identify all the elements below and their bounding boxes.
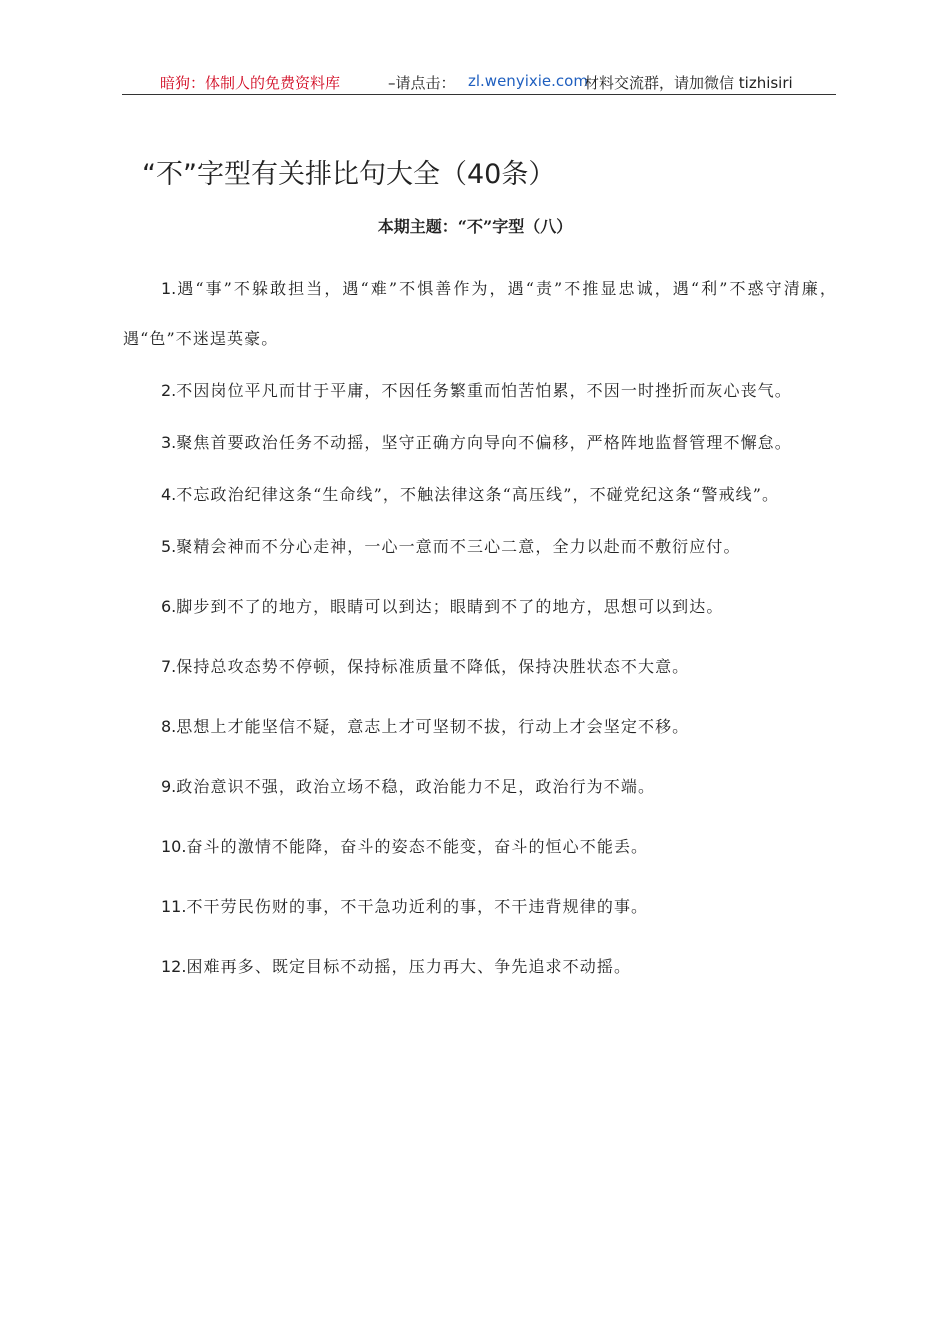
list-item — [123, 582, 837, 632]
item-number: 7. — [161, 657, 177, 676]
item-text: 聚精会神而不分心走神，一心一意而不三心二意，全力以赴而不敷衍应付。 — [176, 537, 741, 556]
item-text: 思想上才能坚信不疑，意志上才可坚韧不拔，行动上才会坚定不移。 — [176, 717, 690, 736]
item-number: 4. — [161, 485, 177, 504]
item-text: 奋斗的激情不能降，奋斗的姿态不能变，奋斗的恒心不能丢。 — [186, 837, 649, 856]
item-number: 6. — [161, 597, 177, 616]
item-number: 3. — [161, 433, 177, 452]
list-item — [123, 942, 837, 992]
item-text: 遇“事”不躲敢担当，遇“难”不惧善作为，遇“责”不推显忠诚，遇“利”不惑守清廉，遇“色”不迷逞英豪。 — [123, 279, 837, 348]
list-item — [123, 702, 837, 752]
list-item — [123, 470, 837, 520]
item-number: 2. — [161, 381, 177, 400]
item-number: 12. — [161, 957, 187, 976]
item-text: 不干劳民伤财的事，不干急功近利的事，不干违背规律的事。 — [186, 897, 649, 916]
sentence-list — [123, 264, 837, 1002]
list-item — [123, 522, 837, 572]
page-header — [122, 68, 836, 95]
item-number: 11. — [161, 897, 187, 916]
list-item — [123, 642, 837, 692]
item-text: 不忘政治纪律这条“生命线”，不触法律这条“高压线”，不碰党纪这条“警戒线”。 — [176, 485, 780, 504]
item-number: 5. — [161, 537, 177, 556]
item-text: 困难再多、既定目标不动摇，压力再大、争先追求不动摇。 — [186, 957, 632, 976]
item-number: 9. — [161, 777, 177, 796]
item-number: 1. — [161, 279, 177, 298]
list-item — [123, 762, 837, 812]
list-item — [123, 264, 837, 364]
list-item — [123, 366, 837, 416]
list-item — [123, 418, 837, 468]
list-item — [123, 822, 837, 872]
header-url-link[interactable]: zl.wenyixie.com — [468, 72, 588, 90]
item-number: 8. — [161, 717, 177, 736]
header-prompt: –请点击： — [388, 74, 456, 92]
item-number: 10. — [161, 837, 187, 856]
item-text: 聚焦首要政治任务不动摇，坚守正确方向导向不偏移，严格阵地监督管理不懈怠。 — [176, 433, 792, 452]
list-item — [123, 882, 837, 932]
item-text: 保持总攻态势不停顿，保持标准质量不降低，保持决胜状态不大意。 — [176, 657, 690, 676]
header-brand: 暗狗：体制人的免费资料库 — [160, 74, 341, 92]
document-title: “不”字型有关排比句大全（40条） — [142, 159, 556, 190]
header-group-note: 材料交流群，请加微信 tizhisiri — [584, 74, 793, 92]
item-text: 脚步到不了的地方，眼睛可以到达；眼睛到不了的地方，思想可以到达。 — [176, 597, 724, 616]
item-text: 不因岗位平凡而甘于平庸，不因任务繁重而怕苦怕累，不因一时挫折而灰心丧气。 — [176, 381, 792, 400]
item-text: 政治意识不强，政治立场不稳，政治能力不足，政治行为不端。 — [176, 777, 656, 796]
document-subtitle: 本期主题：“不”字型（八） — [377, 217, 573, 236]
